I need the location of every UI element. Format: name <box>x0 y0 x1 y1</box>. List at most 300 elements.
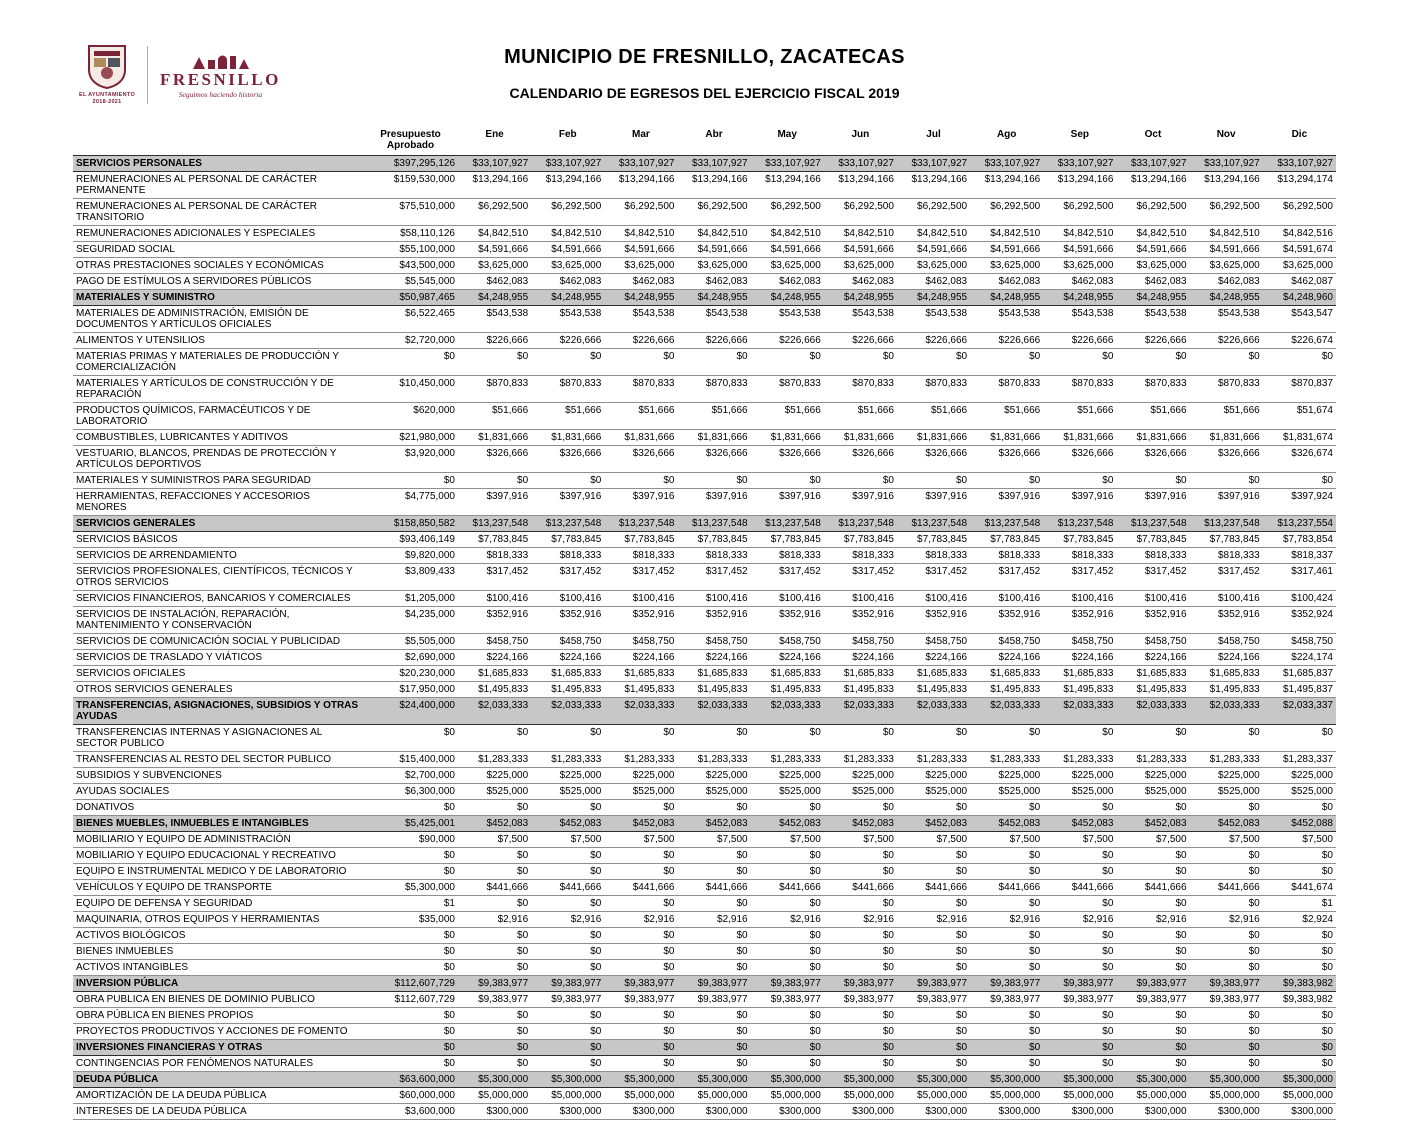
amount-cell: $397,916 <box>925 491 968 502</box>
amount-cell: $0 <box>663 930 675 941</box>
amount-cell: $818,333 <box>998 550 1041 561</box>
table-row <box>73 992 1336 1008</box>
row-label: INVERSIONES FINANCIERAS Y OTRAS <box>76 1042 263 1053</box>
amount-cell: $441,666 <box>632 882 675 893</box>
amount-cell: $9,383,977 <box>917 994 968 1005</box>
amount-cell: $5,300,000 <box>1136 1074 1187 1085</box>
amount-cell: $0 <box>1175 802 1187 813</box>
amount-cell: $0 <box>1321 351 1333 362</box>
column-header-presupuesto-aprobado: Presupuesto Aprobado <box>380 129 441 151</box>
table-row <box>73 666 1336 682</box>
amount-cell: $397,916 <box>852 491 894 502</box>
amount-cell: $224,166 <box>1218 652 1260 663</box>
amount-cell: $2,033,333 <box>1209 700 1260 711</box>
amount-cell: $300,000 <box>705 1106 748 1117</box>
amount-cell: $3,625,000 <box>1136 260 1187 271</box>
table-row <box>73 349 1336 376</box>
row-label: INTERESES DE LA DEUDA PÚBLICA <box>76 1106 247 1117</box>
amount-cell: $7,783,845 <box>1136 534 1187 545</box>
amount-cell: $1,685,833 <box>551 668 602 679</box>
amount-cell: $0 <box>517 898 529 909</box>
amount-cell: $112,607,729 <box>394 994 455 1005</box>
amount-cell: $0 <box>809 866 821 877</box>
amount-cell: $2,916 <box>497 914 529 925</box>
amount-cell: $1,685,833 <box>1209 668 1260 679</box>
amount-cell: $326,666 <box>632 448 675 459</box>
amount-cell: $4,591,666 <box>478 244 529 255</box>
amount-cell: $9,383,977 <box>1136 994 1187 1005</box>
amount-cell: $0 <box>1321 1058 1333 1069</box>
amount-cell: $0 <box>1102 946 1114 957</box>
amount-cell: $224,166 <box>1144 652 1187 663</box>
amount-cell: $5,545,000 <box>404 276 455 287</box>
amount-cell: $1,283,333 <box>990 754 1041 765</box>
amount-cell: $224,166 <box>632 652 675 663</box>
amount-cell: $9,383,977 <box>990 994 1041 1005</box>
amount-cell: $458,750 <box>1144 636 1187 647</box>
amount-cell: $6,292,500 <box>551 201 602 212</box>
amount-cell: $0 <box>1248 1058 1260 1069</box>
amount-cell: $4,591,666 <box>551 244 602 255</box>
amount-cell: $0 <box>809 1026 821 1037</box>
amount-cell: $13,294,166 <box>1057 174 1114 185</box>
amount-cell: $225,000 <box>852 770 894 781</box>
row-label: SERVICIOS DE ARRENDAMIENTO <box>76 550 237 561</box>
amount-cell: $6,292,500 <box>917 201 968 212</box>
amount-cell: $818,333 <box>705 550 748 561</box>
row-label: ALIMENTOS Y UTENSILIOS <box>76 335 205 346</box>
amount-cell: $4,248,955 <box>478 292 529 303</box>
amount-cell: $4,248,960 <box>1282 292 1333 303</box>
column-header-jul: Jul <box>926 129 941 140</box>
amount-cell: $0 <box>1029 930 1041 941</box>
amount-cell: $4,591,666 <box>1209 244 1260 255</box>
amount-cell: $441,666 <box>925 882 968 893</box>
amount-cell: $818,333 <box>486 550 529 561</box>
amount-cell: $870,833 <box>1218 378 1260 389</box>
logo-divider <box>147 46 148 104</box>
amount-cell: $870,833 <box>1144 378 1187 389</box>
amount-cell: $33,107,927 <box>1130 158 1187 169</box>
amount-cell: $0 <box>809 898 821 909</box>
row-label: MATERIALES Y SUMINISTRO <box>76 292 215 303</box>
amount-cell: $0 <box>517 962 529 973</box>
row-label: SERVICIOS GENERALES <box>76 518 196 529</box>
amount-cell: $0 <box>1175 351 1187 362</box>
table-row <box>73 430 1336 446</box>
amount-cell: $1 <box>443 898 455 909</box>
amount-cell: $0 <box>955 802 968 813</box>
amount-cell: $224,166 <box>1071 652 1114 663</box>
amount-cell: $0 <box>1029 866 1041 877</box>
amount-cell: $0 <box>443 1058 455 1069</box>
amount-cell: $300,000 <box>559 1106 602 1117</box>
table-row <box>73 446 1336 473</box>
amount-cell: $0 <box>955 1042 968 1053</box>
amount-cell: $224,166 <box>779 652 821 663</box>
amount-cell: $1,831,666 <box>624 432 675 443</box>
amount-cell: $13,294,166 <box>545 174 602 185</box>
amount-cell: $3,920,000 <box>404 448 455 459</box>
amount-cell: $51,666 <box>638 405 675 416</box>
amount-cell: $0 <box>955 946 968 957</box>
column-header-may: May <box>777 129 797 140</box>
table-row <box>73 832 1336 848</box>
row-label: AMORTIZACIÓN DE LA DEUDA PÚBLICA <box>76 1090 267 1101</box>
amount-cell: $9,383,977 <box>1136 978 1187 989</box>
amount-cell: $1,283,333 <box>697 754 748 765</box>
amount-cell: $7,783,845 <box>551 534 602 545</box>
amount-cell: $441,666 <box>852 882 894 893</box>
amount-cell: $1,495,833 <box>770 684 821 695</box>
amount-cell: $1,283,333 <box>1063 754 1114 765</box>
section-total-row <box>73 816 1336 832</box>
amount-cell: $224,166 <box>998 652 1041 663</box>
amount-cell: $300,000 <box>998 1106 1041 1117</box>
amount-cell: $0 <box>1029 962 1041 973</box>
row-label: COMBUSTIBLES, LUBRICANTES Y ADITIVOS <box>76 432 288 443</box>
amount-cell: $0 <box>1321 946 1333 957</box>
amount-cell: $100,424 <box>1291 593 1333 604</box>
row-label: BIENES INMUEBLES <box>76 946 174 957</box>
amount-cell: $397,916 <box>632 491 675 502</box>
amount-cell: $0 <box>517 1026 529 1037</box>
amount-cell: $7,500 <box>1082 834 1114 845</box>
amount-cell: $224,166 <box>852 652 894 663</box>
column-header-abr: Abr <box>705 129 723 140</box>
table-row <box>73 864 1336 880</box>
amount-cell: $0 <box>809 1058 821 1069</box>
amount-cell: $0 <box>443 930 455 941</box>
amount-cell: $458,750 <box>1218 636 1260 647</box>
amount-cell: $5,000,000 <box>770 1090 821 1101</box>
amount-cell: $9,383,977 <box>551 978 602 989</box>
amount-cell: $9,820,000 <box>404 550 455 561</box>
amount-cell: $224,166 <box>925 652 968 663</box>
table-row <box>73 768 1336 784</box>
amount-cell: $0 <box>517 475 529 486</box>
table-row <box>73 1008 1336 1024</box>
amount-cell: $326,666 <box>779 448 821 459</box>
amount-cell: $4,591,666 <box>1063 244 1114 255</box>
amount-cell: $13,294,166 <box>618 174 675 185</box>
amount-cell: $226,674 <box>1291 335 1333 346</box>
amount-cell: $13,237,548 <box>1204 518 1260 529</box>
amount-cell: $452,083 <box>852 818 894 829</box>
section-total-row <box>73 290 1336 306</box>
amount-cell: $226,666 <box>559 335 602 346</box>
amount-cell: $35,000 <box>418 914 455 925</box>
amount-cell: $300,000 <box>1218 1106 1260 1117</box>
amount-cell: $0 <box>1321 802 1333 813</box>
amount-cell: $4,248,955 <box>917 292 968 303</box>
row-label: EQUIPO DE DEFENSA Y SEGURIDAD <box>76 898 253 909</box>
amount-cell: $226,666 <box>1144 335 1187 346</box>
column-header-row <box>73 126 1336 156</box>
amount-cell: $0 <box>882 930 894 941</box>
amount-cell: $9,383,977 <box>697 994 748 1005</box>
amount-cell: $1,283,333 <box>843 754 894 765</box>
amount-cell: $870,833 <box>852 378 894 389</box>
row-label: SERVICIOS DE COMUNICACIÓN SOCIAL Y PUBLICIDAD <box>76 636 341 647</box>
amount-cell: $0 <box>443 351 455 362</box>
row-label: PROYECTOS PRODUCTIVOS Y ACCIONES DE FOMENTO <box>76 1026 348 1037</box>
amount-cell: $2,033,337 <box>1282 700 1333 711</box>
amount-cell: $50,987,465 <box>399 292 455 303</box>
amount-cell: $326,666 <box>559 448 602 459</box>
amount-cell: $226,666 <box>998 335 1041 346</box>
amount-cell: $1,495,833 <box>1063 684 1114 695</box>
amount-cell: $5,300,000 <box>624 1074 675 1085</box>
amount-cell: $33,107,927 <box>618 158 675 169</box>
amount-cell: $226,666 <box>1218 335 1260 346</box>
section-total-row <box>73 976 1336 992</box>
amount-cell: $6,292,500 <box>697 201 748 212</box>
row-label: SUBSIDIOS Y SUBVENCIONES <box>76 770 222 781</box>
amount-cell: $5,425,001 <box>404 818 455 829</box>
amount-cell: $0 <box>663 962 675 973</box>
amount-cell: $100,416 <box>1071 593 1114 604</box>
table-row <box>73 725 1336 752</box>
amount-cell: $0 <box>1175 1010 1187 1021</box>
row-label: TRANSFERENCIAS, ASIGNACIONES, SUBSIDIOS Y OTRAS AYUDAS <box>76 700 359 722</box>
amount-cell: $870,833 <box>632 378 675 389</box>
amount-cell: $0 <box>443 475 455 486</box>
row-label: OBRA PÚBLICA EN BIENES PROPIOS <box>76 1010 254 1021</box>
amount-cell: $3,625,000 <box>917 260 968 271</box>
section-total-row <box>73 1072 1336 1088</box>
amount-cell: $0 <box>590 866 602 877</box>
amount-cell: $75,510,000 <box>399 201 455 212</box>
amount-cell: $3,625,000 <box>1063 260 1114 271</box>
amount-cell: $0 <box>1321 962 1333 973</box>
amount-cell: $352,916 <box>559 609 602 620</box>
amount-cell: $525,000 <box>1144 786 1187 797</box>
amount-cell: $317,452 <box>1218 566 1260 577</box>
amount-cell: $33,107,927 <box>1277 158 1333 169</box>
amount-cell: $326,666 <box>486 448 529 459</box>
amount-cell: $0 <box>663 866 675 877</box>
amount-cell: $0 <box>809 727 821 738</box>
amount-cell: $58,110,126 <box>400 228 455 239</box>
amount-cell: $4,248,955 <box>843 292 894 303</box>
amount-cell: $0 <box>882 946 894 957</box>
amount-cell: $326,666 <box>998 448 1041 459</box>
amount-cell: $225,000 <box>1144 770 1187 781</box>
document-header <box>73 34 1336 126</box>
amount-cell: $5,000,000 <box>1136 1090 1187 1101</box>
amount-cell: $3,625,000 <box>770 260 821 271</box>
fresnillo-logo <box>160 51 281 99</box>
amount-cell: $458,750 <box>1071 636 1114 647</box>
table-row <box>73 1024 1336 1040</box>
amount-cell: $6,522,465 <box>404 308 455 319</box>
amount-cell: $9,383,977 <box>843 994 894 1005</box>
amount-cell: $100,416 <box>1218 593 1260 604</box>
amount-cell: $2,033,333 <box>478 700 529 711</box>
amount-cell: $0 <box>736 802 748 813</box>
amount-cell: $0 <box>809 930 821 941</box>
amount-cell: $13,237,548 <box>545 518 602 529</box>
amount-cell: $525,000 <box>925 786 968 797</box>
amount-cell: $441,666 <box>779 882 821 893</box>
amount-cell: $0 <box>955 1010 968 1021</box>
amount-cell: $870,837 <box>1291 378 1333 389</box>
amount-cell: $7,500 <box>1229 834 1260 845</box>
row-label: SERVICIOS FINANCIEROS, BANCARIOS Y COMERCIALES <box>76 593 351 604</box>
amount-cell: $5,300,000 <box>404 882 455 893</box>
table-row <box>73 896 1336 912</box>
amount-cell: $13,237,554 <box>1277 518 1333 529</box>
amount-cell: $51,666 <box>1223 405 1260 416</box>
row-label: EQUIPO E INSTRUMENTAL MEDICO Y DE LABORATORIO <box>76 866 347 877</box>
amount-cell: $226,666 <box>486 335 529 346</box>
amount-cell: $397,916 <box>1071 491 1114 502</box>
amount-cell: $3,625,000 <box>1209 260 1260 271</box>
row-label: MAQUINARIA, OTROS EQUIPOS Y HERRAMIENTAS <box>76 914 320 925</box>
amount-cell: $224,174 <box>1291 652 1333 663</box>
amount-cell: $0 <box>1248 351 1260 362</box>
amount-cell: $51,666 <box>857 405 894 416</box>
amount-cell: $3,625,000 <box>990 260 1041 271</box>
amount-cell: $0 <box>736 930 748 941</box>
amount-cell: $0 <box>1248 946 1260 957</box>
amount-cell: $24,400,000 <box>399 700 455 711</box>
amount-cell: $818,333 <box>779 550 821 561</box>
amount-cell: $3,809,433 <box>404 566 455 577</box>
amount-cell: $462,083 <box>1144 276 1187 287</box>
amount-cell: $225,000 <box>632 770 675 781</box>
amount-cell: $7,500 <box>790 834 821 845</box>
amount-cell: $5,000,000 <box>624 1090 675 1101</box>
amount-cell: $0 <box>1102 866 1114 877</box>
amount-cell: $0 <box>443 802 455 813</box>
amount-cell: $5,000,000 <box>551 1090 602 1101</box>
amount-cell: $0 <box>590 930 602 941</box>
amount-cell: $1,831,666 <box>551 432 602 443</box>
amount-cell: $13,237,548 <box>911 518 968 529</box>
amount-cell: $0 <box>443 1042 455 1053</box>
amount-cell: $0 <box>1102 802 1114 813</box>
amount-cell: $4,591,666 <box>624 244 675 255</box>
amount-cell: $0 <box>1175 1058 1187 1069</box>
amount-cell: $0 <box>1175 962 1187 973</box>
amount-cell: $0 <box>443 946 455 957</box>
amount-cell: $2,924 <box>1302 914 1333 925</box>
amount-cell: $33,107,927 <box>911 158 968 169</box>
amount-cell: $525,000 <box>852 786 894 797</box>
table-row <box>73 274 1336 290</box>
amount-cell: $441,674 <box>1291 882 1333 893</box>
amount-cell: $0 <box>1248 850 1260 861</box>
amount-cell: $0 <box>882 727 894 738</box>
amount-cell: $4,248,955 <box>1136 292 1187 303</box>
amount-cell: $9,383,977 <box>624 978 675 989</box>
table-row <box>73 682 1336 698</box>
amount-cell: $20,230,000 <box>399 668 455 679</box>
amount-cell: $317,452 <box>486 566 529 577</box>
amount-cell: $3,625,000 <box>624 260 675 271</box>
amount-cell: $352,916 <box>1144 609 1187 620</box>
amount-cell: $452,083 <box>998 818 1041 829</box>
amount-cell: $0 <box>1321 727 1333 738</box>
amount-cell: $0 <box>1102 1042 1114 1053</box>
amount-cell: $0 <box>1321 1042 1333 1053</box>
amount-cell: $1,831,666 <box>478 432 529 443</box>
amount-cell: $0 <box>590 946 602 957</box>
table-row <box>73 1104 1336 1120</box>
amount-cell: $543,538 <box>705 308 748 319</box>
amount-cell: $525,000 <box>1071 786 1114 797</box>
amount-cell: $225,000 <box>705 770 748 781</box>
row-label: HERRAMIENTAS, REFACCIONES Y ACCESORIOS MENORES <box>76 491 310 513</box>
row-label: MATERIAS PRIMAS Y MATERIALES DE PRODUCCIÓN Y COMERCIALIZACIÓN <box>76 351 339 373</box>
amount-cell: $2,720,000 <box>404 335 455 346</box>
amount-cell: $326,666 <box>1218 448 1260 459</box>
amount-cell: $7,783,845 <box>917 534 968 545</box>
amount-cell: $2,033,333 <box>551 700 602 711</box>
amount-cell: $9,383,977 <box>478 994 529 1005</box>
amount-cell: $0 <box>590 351 602 362</box>
amount-cell: $4,248,955 <box>697 292 748 303</box>
amount-cell: $10,450,000 <box>399 378 455 389</box>
amount-cell: $300,000 <box>1144 1106 1187 1117</box>
amount-cell: $0 <box>1175 1042 1187 1053</box>
amount-cell: $33,107,927 <box>838 158 894 169</box>
amount-cell: $0 <box>955 475 968 486</box>
amount-cell: $1,495,833 <box>624 684 675 695</box>
amount-cell: $441,666 <box>1218 882 1260 893</box>
amount-cell: $2,033,333 <box>770 700 821 711</box>
amount-cell: $0 <box>1248 962 1260 973</box>
amount-cell: $818,337 <box>1291 550 1333 561</box>
amount-cell: $0 <box>955 930 968 941</box>
amount-cell: $0 <box>1102 1010 1114 1021</box>
amount-cell: $0 <box>955 898 968 909</box>
amount-cell: $441,666 <box>1071 882 1114 893</box>
amount-cell: $3,600,000 <box>404 1106 455 1117</box>
amount-cell: $0 <box>443 727 455 738</box>
amount-cell: $60,000,000 <box>399 1090 455 1101</box>
row-label: ACTIVOS BIOLÓGICOS <box>76 930 186 941</box>
amount-cell: $224,166 <box>559 652 602 663</box>
amount-cell: $525,000 <box>705 786 748 797</box>
amount-cell: $7,783,845 <box>1063 534 1114 545</box>
amount-cell: $0 <box>1175 850 1187 861</box>
amount-cell: $0 <box>590 727 602 738</box>
amount-cell: $13,237,548 <box>765 518 821 529</box>
amount-cell: $6,292,500 <box>624 201 675 212</box>
amount-cell: $300,000 <box>925 1106 968 1117</box>
row-label: SERVICIOS PROFESIONALES, CIENTÍFICOS, TÉCNICOS Y OTROS SERVICIOS <box>76 566 353 588</box>
seal-caption-line1: EL AYUNTAMIENTO <box>79 92 136 98</box>
amount-cell: $0 <box>809 850 821 861</box>
amount-cell: $1,685,833 <box>770 668 821 679</box>
amount-cell: $870,833 <box>998 378 1041 389</box>
amount-cell: $7,500 <box>643 834 675 845</box>
amount-cell: $4,248,955 <box>770 292 821 303</box>
amount-cell: $4,842,516 <box>1282 228 1333 239</box>
amount-cell: $0 <box>955 727 968 738</box>
amount-cell: $2,916 <box>1082 914 1114 925</box>
amount-cell: $13,237,548 <box>838 518 894 529</box>
amount-cell: $300,000 <box>1071 1106 1114 1117</box>
column-header-nov: Nov <box>1216 129 1236 140</box>
amount-cell: $4,591,666 <box>990 244 1041 255</box>
amount-cell: $458,750 <box>852 636 894 647</box>
amount-cell: $9,383,977 <box>1063 978 1114 989</box>
row-label: AYUDAS SOCIALES <box>76 786 170 797</box>
